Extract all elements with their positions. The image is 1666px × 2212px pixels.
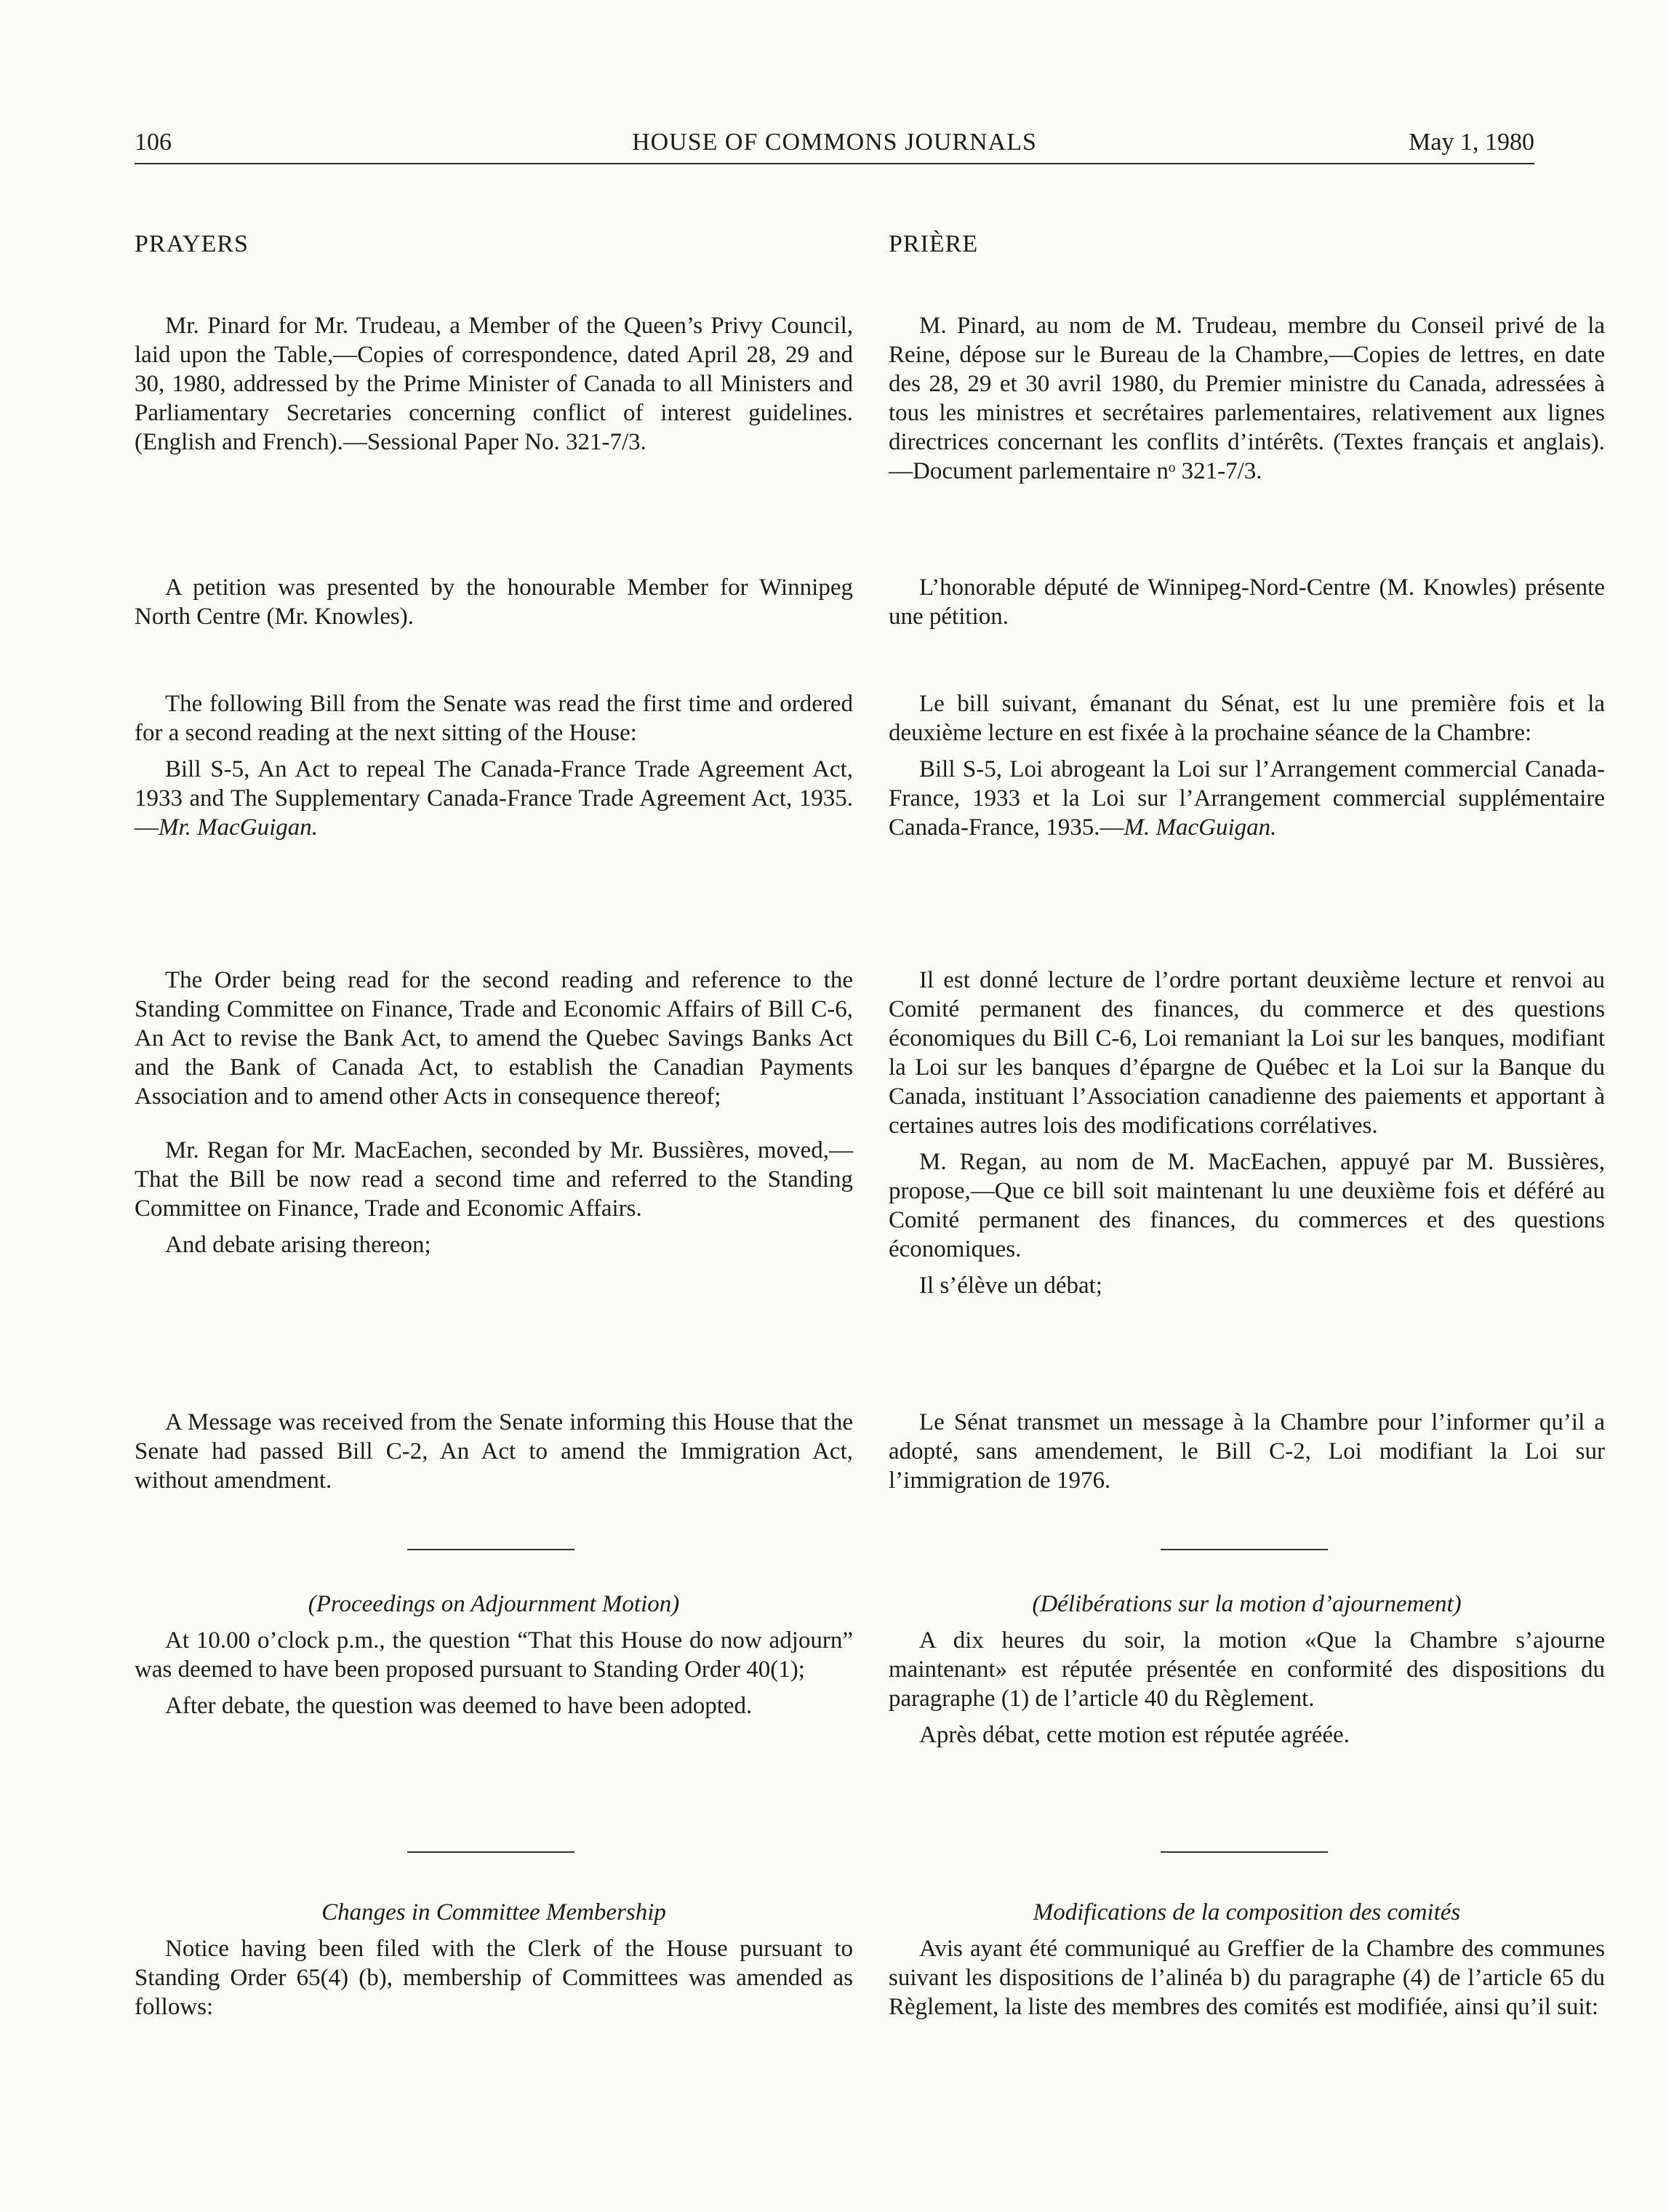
senate-bill-intro-fr: Le bill suivant, émanant du Sénat, est lu une première fois et la deuxième lecture en est fixée à la prochaine séance de la Chambre: xyxy=(889,691,1605,746)
prayers-heading-fr: PRIÈRE xyxy=(889,231,979,257)
papers-paragraph-fr: M. Pinard, au nom de M. Trudeau, membre du Conseil privé de la Reine, dépose sur le Bureau de la Chambre,—Copies de lettres, en date des 28, 29 et 30 avril 1980, du Premier ministre du Canada, adressées à tous les ministres et secrétaires parlementaires, relativement aux lignes directrices concernant les conflits d’intérêts. (Textes français et anglais).—Document parlementaire nᵒ 321-7/3. xyxy=(889,313,1605,484)
bill-c6-debate-fr: Il s’élève un débat; xyxy=(919,1273,1102,1299)
committees-en-block xyxy=(135,1898,853,2021)
committees-fr-block xyxy=(889,1898,1605,2021)
committees-heading-en: Changes in Committee Membership xyxy=(321,1899,666,1926)
adjournment-fr-block xyxy=(889,1590,1605,1750)
senate-bill-body-fr: Bill S-5, Loi abrogeant la Loi sur l’Arrangement commercial Canada-France, 1933 et la Loi sur l’Arrangement commercial supplémentaire Canada-France, 1935.— xyxy=(889,756,1605,841)
committees-paragraph-fr: Avis ayant été communiqué au Greffier de la Chambre des communes suivant les dispositions de l’alinéa b) du paragraphe (4) de l’article 65 du Règlement, la liste des membres des comités est modifiée, ainsi qu’il suit: xyxy=(889,1936,1605,2020)
section-separator xyxy=(407,1851,574,1853)
adjournment-heading-en: (Proceedings on Adjournment Motion) xyxy=(308,1591,680,1617)
header-rule xyxy=(135,163,1534,164)
prayers-heading-en-block xyxy=(135,230,853,259)
committees-paragraph-en: Notice having been filed with the Clerk of the House pursuant to Standing Order 65(4) (b), membership of Committees was amended as follows: xyxy=(135,1936,853,2020)
bill-c6-en-block xyxy=(135,966,853,1259)
section-separator xyxy=(1161,1549,1328,1550)
petition-en-block xyxy=(135,573,853,631)
senate-bill-intro-en: The following Bill from the Senate was read the first time and ordered for a second reading at the next sitting of the House: xyxy=(135,691,853,746)
senate-bill-text-en xyxy=(135,755,853,842)
journal-title: HOUSE OF COMMONS JOURNALS xyxy=(632,129,1037,156)
bill-c6-order-en: The Order being read for the second reading and reference to the Standing Committee on Finance, Trade and Economic Affairs of Bill C-6, An Act to revise the Bank Act, to amend the Quebec Savings Banks Act and the Bank of Canada Act, to establish the Canadian Payments Association and to amend other Acts in consequence thereof; xyxy=(135,967,853,1110)
adjournment-result-en: After debate, the question was deemed to have been adopted. xyxy=(165,1693,753,1719)
section-separator xyxy=(1161,1851,1328,1853)
petition-paragraph-fr: L’honorable député de Winnipeg-Nord-Centre (M. Knowles) présente une pétition. xyxy=(889,574,1605,630)
journal-date: May 1, 1980 xyxy=(1409,129,1534,156)
petition-fr-block xyxy=(889,573,1605,631)
senate-bill-sponsor-en: Mr. MacGuigan. xyxy=(159,814,319,841)
bill-c6-motion-en: Mr. Regan for Mr. MacEachen, seconded by Mr. Bussières, moved,—That the Bill be now read a second time and referred to the Standing Committee on Finance, Trade and Economic Affairs. xyxy=(135,1137,853,1222)
committees-heading-fr: Modifications de la composition des comités xyxy=(1033,1899,1461,1926)
petition-paragraph-en: A petition was presented by the honourable Member for Winnipeg North Centre (Mr. Knowles). xyxy=(135,574,853,630)
section-separator xyxy=(407,1549,574,1550)
adjournment-result-fr: Après débat, cette motion est réputée agréée. xyxy=(919,1722,1350,1748)
adjournment-en-block xyxy=(135,1590,853,1720)
papers-en-block xyxy=(135,311,853,457)
prayers-heading-fr-block xyxy=(889,230,1605,259)
senate-message-en-block xyxy=(135,1408,853,1495)
senate-bill-sponsor-fr: M. MacGuigan. xyxy=(1124,814,1277,841)
prayers-heading-en: PRAYERS xyxy=(135,231,249,257)
senate-message-fr: Le Sénat transmet un message à la Chambre pour l’informer qu’il a adopté, sans amendement, le Bill C-2, Loi modifiant la Loi sur l’immigration de 1976. xyxy=(889,1409,1605,1494)
papers-fr-block xyxy=(889,311,1605,486)
senate-bill-text-fr xyxy=(889,755,1605,842)
bill-c6-debate-en: And debate arising thereon; xyxy=(165,1232,431,1258)
senate-bill-en-block xyxy=(135,689,853,842)
adjournment-paragraph-fr: A dix heures du soir, la motion «Que la Chambre s’ajourne maintenant» est réputée présentée en conformité des dispositions du paragraphe (1) de l’article 40 du Règlement. xyxy=(889,1627,1605,1712)
bill-c6-motion-fr: M. Regan, au nom de M. MacEachen, appuyé par M. Bussières, propose,—Que ce bill soit maintenant lu une deuxième fois et déféré au Comité permanent des finances, du commerces et des questions économiques. xyxy=(889,1149,1605,1262)
senate-bill-body-en: Bill S-5, An Act to repeal The Canada-France Trade Agreement Act, 1933 and The Supplementary Canada-France Trade Agreement Act, 1935.— xyxy=(135,756,853,841)
page-number: 106 xyxy=(135,129,172,156)
adjournment-heading-fr: (Délibérations sur la motion d’ajournement) xyxy=(1032,1591,1462,1617)
senate-bill-fr-block xyxy=(889,689,1605,842)
senate-message-en: A Message was received from the Senate informing this House that the Senate had passed Bill C-2, An Act to amend the Immigration Act, without amendment. xyxy=(135,1409,853,1494)
page-header xyxy=(135,128,1534,164)
bill-c6-fr-block xyxy=(889,966,1605,1300)
bill-c6-order-fr: Il est donné lecture de l’ordre portant deuxième lecture et renvoi au Comité permanent des finances, du commerce et des questions économiques du Bill C-6, Loi remaniant la Loi sur les banques, modifiant la Loi sur les banques d’épargne de Québec et la Loi sur la Banque du Canada, instituant l’Association canadienne des paiements et apportant à certaines autres lois des modifications corrélatives. xyxy=(889,967,1605,1139)
adjournment-paragraph-en: At 10.00 o’clock p.m., the question “That this House do now adjourn” was deemed to have been proposed pursuant to Standing Order 40(1); xyxy=(135,1627,853,1683)
senate-message-fr-block xyxy=(889,1408,1605,1495)
papers-paragraph-en: Mr. Pinard for Mr. Trudeau, a Member of the Queen’s Privy Council, laid upon the Table,—Copies of correspondence, dated April 28, 29 and 30, 1980, addressed by the Prime Minister of Canada to all Ministers and Parliamentary Secretaries concerning conflict of interest guidelines. (English and French).—Sessional Paper No. 321-7/3. xyxy=(135,313,853,455)
